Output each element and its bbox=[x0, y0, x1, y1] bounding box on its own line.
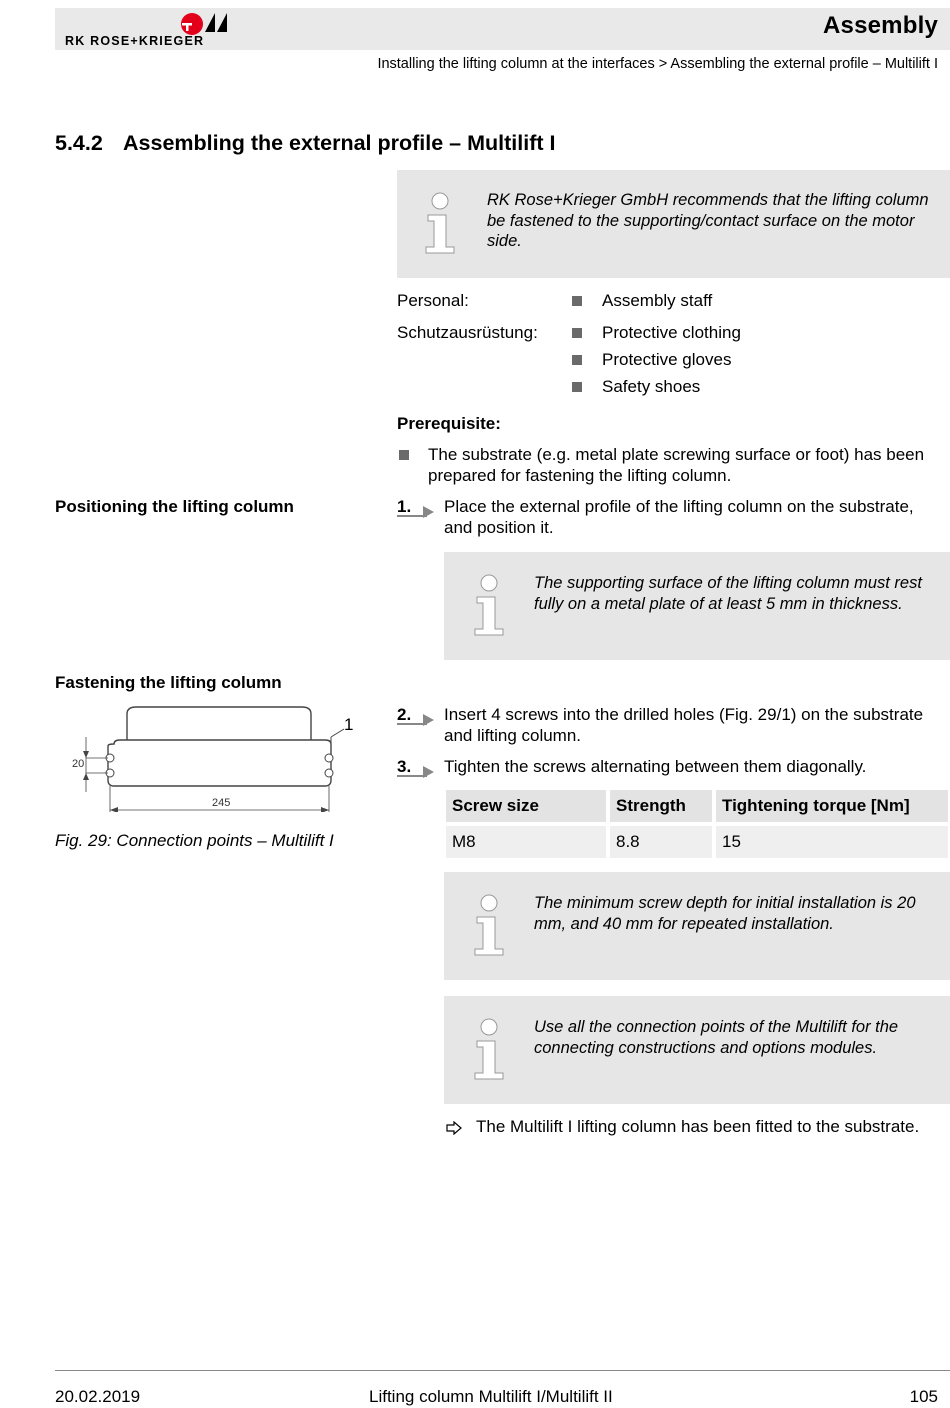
positioning-heading: Positioning the lifting column bbox=[55, 497, 294, 516]
info-icon bbox=[472, 894, 506, 956]
note-text: The supporting surface of the lifting column must rest fully on a metal plate of at least 5 mm in thickness. bbox=[534, 574, 922, 613]
equipment-label: Schutzausrüstung: bbox=[397, 323, 538, 342]
page-number: 105 bbox=[909, 1387, 938, 1406]
bullet-icon bbox=[572, 382, 582, 392]
step-text: Insert 4 screws into the drilled holes (Fig. 29/1) on the substrate and lifting column. bbox=[444, 705, 924, 745]
table-cell: M8 bbox=[446, 826, 606, 858]
section-number: 5.4.2 bbox=[55, 131, 103, 155]
table-header-row bbox=[446, 790, 948, 822]
prerequisite-label: Prerequisite: bbox=[397, 414, 501, 433]
note-text: The minimum screw depth for initial installation is 20 mm, and 40 mm for repeated installation. bbox=[534, 894, 916, 933]
result-arrow-icon bbox=[446, 1121, 462, 1135]
info-icon bbox=[472, 1018, 506, 1080]
equipment-item: Safety shoes bbox=[602, 377, 701, 396]
figure-caption: Fig. 29: Connection points – Multilift I bbox=[55, 831, 334, 850]
bullet-icon bbox=[572, 296, 582, 306]
personal-label: Personal: bbox=[397, 291, 469, 310]
info-note-2 bbox=[444, 552, 950, 660]
footer-product: Lifting column Multilift I/Multilift II bbox=[369, 1387, 613, 1406]
step-arrow-icon bbox=[397, 502, 437, 518]
step-number: 1. bbox=[397, 497, 412, 516]
step-arrow-icon bbox=[397, 710, 437, 726]
dimension-height: 20 bbox=[72, 758, 85, 770]
note-text: RK Rose+Krieger GmbH recommends that the lifting column be fastened to the supporting/contact surface on the motor side. bbox=[487, 191, 929, 250]
info-icon bbox=[472, 574, 506, 636]
column-header: Strength bbox=[610, 790, 712, 822]
info-note-3 bbox=[444, 872, 950, 980]
screw-hole-icon bbox=[325, 769, 333, 777]
footer-divider bbox=[55, 1370, 950, 1371]
bullet-icon bbox=[572, 328, 582, 338]
screw-table bbox=[442, 786, 950, 862]
connection-points-figure bbox=[70, 702, 370, 812]
section-heading bbox=[55, 131, 555, 156]
table-cell: 15 bbox=[716, 826, 948, 858]
step-text: Tighten the screws alternating between them diagonally. bbox=[444, 757, 867, 776]
figure-callout: 1 bbox=[344, 715, 354, 734]
step-number: 2. bbox=[397, 705, 412, 724]
note-text: Use all the connection points of the Multilift for the connecting constructions and options modules. bbox=[534, 1018, 899, 1057]
equipment-item: Protective gloves bbox=[602, 350, 732, 369]
column-header: Tightening torque [Nm] bbox=[716, 790, 948, 822]
breadcrumb: Installing the lifting column at the interfaces > Assembling the external profile – Multilift I bbox=[377, 56, 938, 72]
equipment-item: Protective clothing bbox=[602, 323, 741, 342]
table-cell: 8.8 bbox=[610, 826, 712, 858]
result-text: The Multilift I lifting column has been fitted to the substrate. bbox=[476, 1117, 920, 1136]
table-row bbox=[446, 826, 948, 858]
footer-date: 20.02.2019 bbox=[55, 1387, 141, 1406]
info-icon bbox=[423, 192, 457, 254]
fastening-heading: Fastening the lifting column bbox=[55, 673, 282, 692]
step-arrow-icon bbox=[397, 762, 437, 778]
personal-item: Assembly staff bbox=[602, 291, 713, 310]
section-title: Assembling the external profile – Multilift I bbox=[123, 131, 556, 155]
bullet-icon bbox=[572, 355, 582, 365]
chapter-title: Assembly bbox=[823, 12, 938, 39]
step-number: 3. bbox=[397, 757, 412, 776]
info-note-4 bbox=[444, 996, 950, 1104]
column-header: Screw size bbox=[446, 790, 606, 822]
info-note-1 bbox=[397, 170, 950, 278]
bullet-icon bbox=[399, 450, 409, 460]
screw-hole-icon bbox=[325, 754, 333, 762]
logo-text: RK ROSE+KRIEGER bbox=[65, 34, 205, 48]
step-text: Place the external profile of the lifting column on the substrate, and position it. bbox=[444, 497, 914, 537]
prerequisite-text: The substrate (e.g. metal plate screwing surface or foot) has been prepared for fastening the lifting column. bbox=[428, 445, 925, 485]
dimension-width: 245 bbox=[212, 797, 231, 809]
